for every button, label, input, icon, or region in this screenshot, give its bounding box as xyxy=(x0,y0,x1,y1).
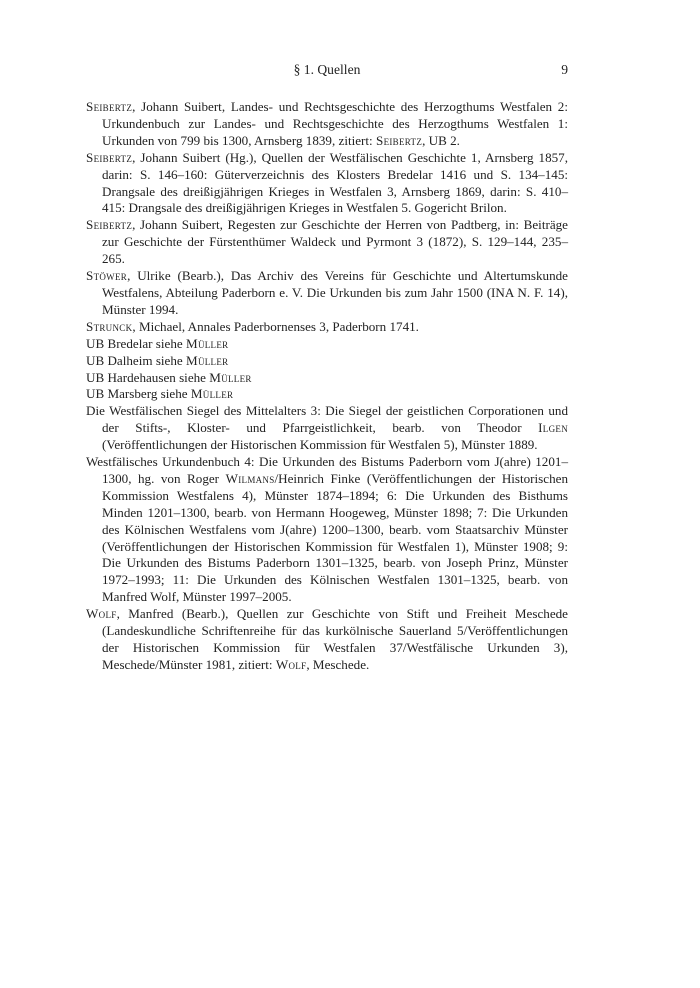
entry-author: Wolf xyxy=(86,606,117,622)
entry-cite: Müller xyxy=(186,335,229,351)
entry-cite: Wolf xyxy=(275,656,307,672)
entry-text: Die Westfälischen Siegel des Mittelalters 3: Die Siegel der geistlichen Corporationen und der Stifts-, Kloster- und Pfarrgeistlichkeit, bearb. von Theodor xyxy=(86,403,568,436)
entry-text: UB Dalheim siehe xyxy=(86,352,186,368)
entry-text: UB Hardehausen siehe xyxy=(86,369,210,385)
entry-text: , Johann Suibert, Regesten zur Geschichte der Herren von Padtberg, in: Beiträge zur Geschichte der Fürstenthümer Waldeck und Pyrmont 3 (1872), S. 129–144, 235–265. xyxy=(102,217,568,267)
bibliography-entry xyxy=(86,268,568,319)
running-title: § 1. Quellen xyxy=(293,62,361,77)
entry-tail: /Heinrich Finke (Veröffentlichungen der Historischen Kommission Westfalens 4), Münster 1874–1894; 6: Die Urkunden des Bisthums Minden 1201–1300, bearb. von Hermann Hoogeweg, Münster 1898; 7: Die Urkunden des Kölnischen Westfalens vom J(ahre) 1200–1300, bearb. vom Staatsarchiv Münster (Veröffentlichungen der Historischen Kommission für Westfalen 1), Münster 1908; 9: Die Urkunden des Bistums Paderborn 1301–1325, bearb. von Joseph Prinz, Münster 1972–1993; 11: Die Urkunden des Kölnischen Westfalen 1301–1325, bearb. von Manfred Wolf, Münster 1997–2005. xyxy=(102,470,568,605)
entry-cite: Seibertz xyxy=(375,132,423,148)
entry-tail: , UB 2. xyxy=(422,132,460,148)
bibliography-entry xyxy=(86,150,568,218)
entry-author: Seibertz xyxy=(86,217,133,233)
entry-cite: Ilgen xyxy=(538,420,568,436)
entry-text: UB Bredelar siehe xyxy=(86,335,186,351)
entry-text: , Ulrike (Bearb.), Das Archiv des Vereins für Geschichte und Altertumskunde Westfalens, Abteilung Paderborn e. V. Die Urkunden bis zum Jahr 1500 (INA N. F. 14), Münster 1994. xyxy=(102,268,568,317)
entry-cite: Müller xyxy=(209,369,252,385)
entry-tail: (Veröffentlichungen der Historischen Kommission für Westfalen 5), Münster 1889. xyxy=(102,437,538,453)
bibliography-entry xyxy=(86,319,568,336)
entry-cite: Wilmans xyxy=(225,470,275,486)
bibliography-entry xyxy=(86,336,568,353)
entry-text: UB Marsberg siehe xyxy=(86,386,191,402)
bibliography-entry xyxy=(86,386,568,403)
entry-cite: Müller xyxy=(186,352,229,368)
page-number: 9 xyxy=(561,62,568,77)
entry-text: Westfälisches Urkundenbuch 4: Die Urkunden des Bistums Paderborn vom J(ahre) 1201–1300, hg. von Roger xyxy=(86,454,568,486)
entry-text: , Michael, Annales Paderbornenses 3, Paderborn 1741. xyxy=(132,318,419,334)
bibliography-entry xyxy=(86,217,568,268)
entry-author: Seibertz xyxy=(86,149,133,165)
bibliography-list xyxy=(86,99,568,674)
bibliography-entry xyxy=(86,353,568,370)
page-header xyxy=(86,62,568,82)
bibliography-entry xyxy=(86,403,568,454)
bibliography-entry xyxy=(86,99,568,150)
bibliography-entry xyxy=(86,606,568,674)
entry-text: , Johann Suibert, Landes- und Rechtsgeschichte des Herzogthums Westfalen 2: Urkundenbuch zur Landes- und Rechtsgeschichte des Herzogthums Westfalen 1: Urkunden von 799 bis 1300, Arnsberg 1839, zitiert: xyxy=(102,99,568,148)
entry-text: , Johann Suibert (Hg.), Quellen der Westfälischen Geschichte 1, Arnsberg 1857, darin: S. 146–160: Güterverzeichnis des Klosters Bredelar 1416 und S. 134–145: Drangsale des dreißigjährigen Krieges in Westfalen 3, Arnsberg 1869, darin: S. 410–415: Drangsale des dreißigjährigen Krieges in Westfalen 5. Gogericht Brilon. xyxy=(102,149,568,216)
entry-author: Seibertz xyxy=(86,99,133,114)
entry-author: Stöwer xyxy=(86,268,128,284)
bibliography-entry xyxy=(86,454,568,606)
entry-tail: , Meschede. xyxy=(306,656,370,672)
bibliography-entry xyxy=(86,370,568,387)
entry-cite: Müller xyxy=(190,386,234,402)
entry-text: , Manfred (Bearb.), Quellen zur Geschichte von Stift und Freiheit Meschede (Landeskundliche Schriftenreihe für das kurkölnische Sauerland 5/Veröffentlichungen der Historischen Kommission für Westfalen 37/Westfälische Urkunden 3), Meschede/Münster 1981, zitiert: xyxy=(102,606,568,672)
entry-author: Strunck xyxy=(86,318,133,334)
